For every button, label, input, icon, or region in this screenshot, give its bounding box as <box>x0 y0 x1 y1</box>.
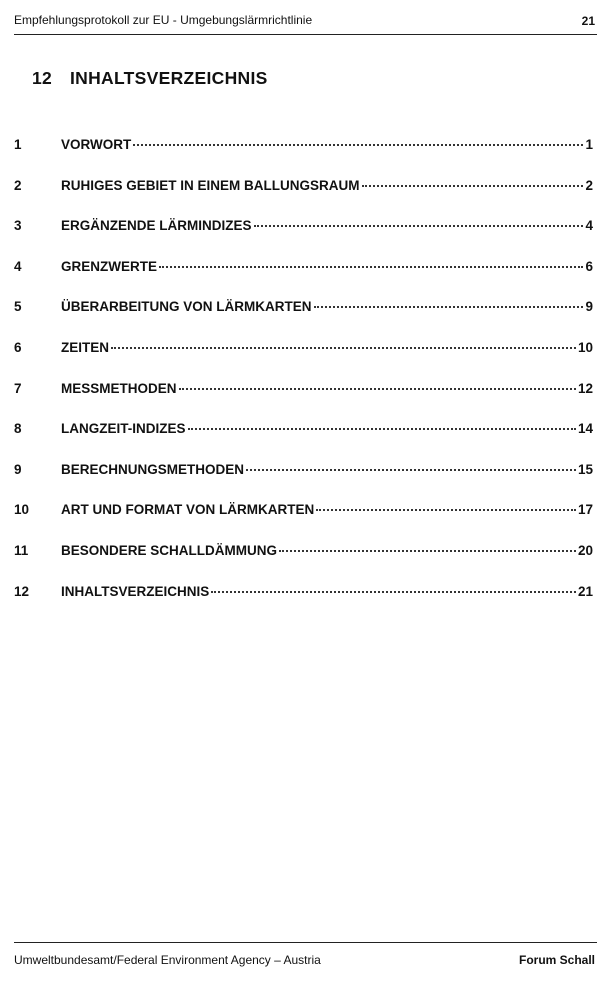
toc-entry-title: BESONDERE SCHALLDÄMMUNG <box>61 542 277 558</box>
toc-entry-number: 5 <box>14 299 22 315</box>
toc-entry-line <box>61 421 593 436</box>
toc-entry-page: 20 <box>577 542 593 558</box>
toc-entry-page: 21 <box>577 583 593 599</box>
toc-entry-title: INHALTSVERZEICHNIS <box>61 583 210 599</box>
section-title: INHALTSVERZEICHNIS <box>70 68 268 88</box>
toc-entry-page: 1 <box>585 137 593 152</box>
toc-entry-page: 15 <box>577 461 593 477</box>
toc-dot-leader <box>254 225 584 227</box>
toc-entry-number: 4 <box>14 258 22 274</box>
toc-entry-page: 12 <box>577 380 593 396</box>
section-heading <box>32 68 268 89</box>
toc-entry-title: ERGÄNZENDE LÄRMINDIZES <box>61 218 252 234</box>
toc-entry-11[interactable] <box>14 538 596 579</box>
page-header <box>14 10 597 35</box>
toc-entry-page: 9 <box>585 299 593 315</box>
toc-entry-number: 8 <box>14 421 22 437</box>
toc-entry-4[interactable] <box>14 254 596 295</box>
toc-entry-number: 11 <box>14 542 29 558</box>
section-number: 12 <box>32 68 53 88</box>
toc-entry-number: 9 <box>14 461 22 477</box>
toc-entry-8[interactable] <box>14 416 596 457</box>
toc-entry-page: 14 <box>577 421 593 437</box>
toc-entry-line <box>61 259 593 274</box>
toc-entry-7[interactable] <box>14 376 596 417</box>
toc-entry-line <box>61 381 593 396</box>
toc-entry-line <box>61 137 593 152</box>
toc-entry-number: 6 <box>14 339 22 355</box>
toc-entry-number: 3 <box>14 218 22 234</box>
toc-dot-leader <box>211 591 576 593</box>
toc-entry-number: 1 <box>14 137 22 152</box>
toc-dot-leader <box>179 388 576 390</box>
toc-entry-2[interactable] <box>14 173 596 214</box>
toc-entry-page: 10 <box>577 339 593 355</box>
table-of-contents <box>14 132 596 619</box>
toc-entry-line <box>61 584 593 599</box>
toc-entry-title: BERECHNUNGSMETHODEN <box>61 461 245 477</box>
toc-dot-leader <box>279 550 576 552</box>
toc-entry-3[interactable] <box>14 213 596 254</box>
page-number: 21 <box>581 14 595 28</box>
toc-entry-number: 10 <box>14 502 30 518</box>
toc-entry-title: LANGZEIT-INDIZES <box>61 421 186 437</box>
toc-entry-line <box>61 502 593 517</box>
toc-dot-leader <box>362 185 584 187</box>
toc-entry-page: 2 <box>585 177 593 193</box>
toc-entry-10[interactable] <box>14 497 596 538</box>
toc-entry-title: VORWORT <box>61 137 132 152</box>
toc-dot-leader <box>188 428 576 430</box>
toc-entry-number: 2 <box>14 177 22 193</box>
footer-publisher: Umweltbundesamt/Federal Environment Agency – Austria <box>14 953 321 967</box>
toc-entry-title: ÜBERARBEITUNG VON LÄRMKARTEN <box>61 299 312 315</box>
toc-entry-line <box>61 340 593 355</box>
toc-entry-title: ART UND FORMAT VON LÄRMKARTEN <box>61 502 315 518</box>
toc-entry-line <box>61 218 593 233</box>
toc-entry-title: ZEITEN <box>61 339 110 355</box>
toc-entry-number: 7 <box>14 380 22 396</box>
toc-entry-title: RUHIGES GEBIET IN EINEM BALLUNGSRAUM <box>61 177 360 193</box>
toc-entry-title: GRENZWERTE <box>61 258 157 274</box>
toc-entry-5[interactable] <box>14 294 596 335</box>
footer-series: Forum Schall <box>518 953 595 967</box>
toc-entry-line <box>61 462 593 477</box>
toc-entry-line <box>61 178 593 193</box>
toc-entry-line <box>61 543 593 558</box>
toc-dot-leader <box>316 509 576 511</box>
toc-entry-number: 12 <box>14 583 30 599</box>
toc-dot-leader <box>159 266 583 268</box>
toc-entry-title: MESSMETHODEN <box>61 380 177 396</box>
toc-entry-line <box>61 299 593 314</box>
toc-dot-leader <box>246 469 576 471</box>
toc-entry-6[interactable] <box>14 335 596 376</box>
toc-entry-page: 4 <box>585 218 593 234</box>
toc-entry-1[interactable] <box>14 132 596 173</box>
toc-entry-9[interactable] <box>14 457 596 498</box>
toc-entry-12[interactable] <box>14 579 596 620</box>
toc-dot-leader <box>133 144 583 146</box>
toc-dot-leader <box>111 347 576 349</box>
page-footer <box>14 942 597 973</box>
toc-entry-page: 6 <box>585 258 593 274</box>
toc-entry-page: 17 <box>577 502 593 518</box>
document-title: Empfehlungsprotokoll zur EU - Umgebungslärmrichtlinie <box>14 13 313 27</box>
toc-dot-leader <box>314 306 584 308</box>
